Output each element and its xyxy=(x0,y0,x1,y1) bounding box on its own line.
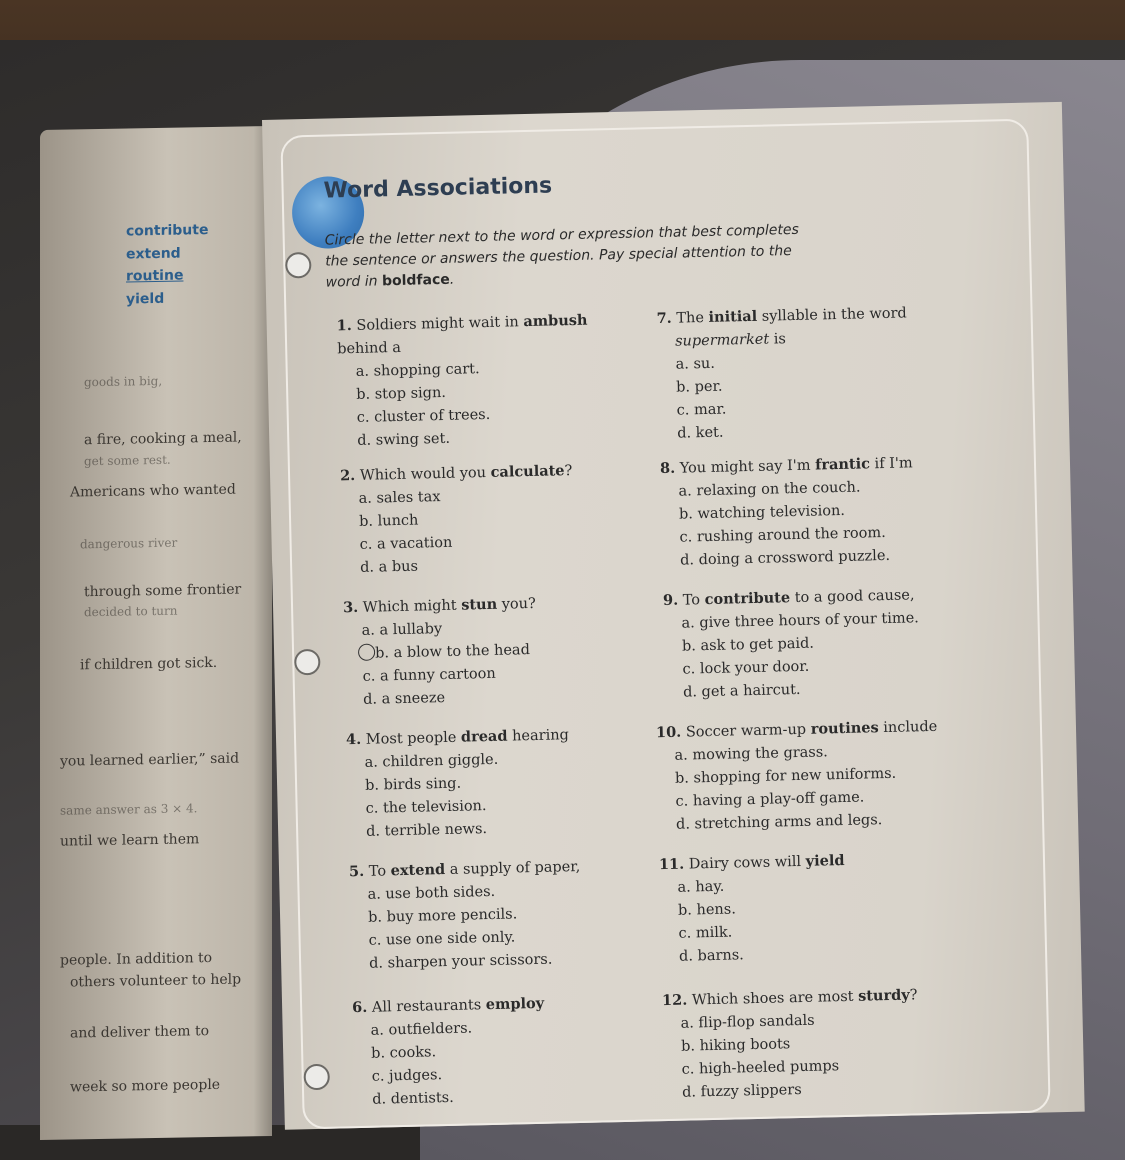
left-text-fragment: decided to turn xyxy=(84,603,178,620)
answer-option[interactable]: d. ket. xyxy=(677,424,724,442)
answer-option[interactable]: c. high-heeled pumps xyxy=(681,1058,840,1078)
pencil-circle-mark xyxy=(358,644,375,661)
question-2 xyxy=(340,458,623,580)
question-stem-word: supermarket is xyxy=(674,331,787,350)
answer-option[interactable]: b. stop sign. xyxy=(356,384,447,403)
question-stem: 9. To contribute to a good cause, xyxy=(662,587,915,610)
word-box-item: routine xyxy=(126,267,184,285)
answer-option[interactable]: c. a vacation xyxy=(359,534,453,553)
question-10 xyxy=(656,714,979,837)
left-text-fragment: Americans who wanted xyxy=(70,481,236,501)
left-text-fragment: you learned earlier,” said xyxy=(60,750,240,770)
left-text-fragment: dangerous river xyxy=(80,535,178,552)
left-text-fragment: through some frontier xyxy=(84,581,242,601)
answer-option[interactable]: b. shopping for new uniforms. xyxy=(674,765,897,787)
answer-option[interactable]: d. a bus xyxy=(360,558,419,576)
question-stem: 1. Soldiers might wait in ambush behind a xyxy=(336,311,588,358)
answer-option[interactable]: a. hay. xyxy=(677,878,725,896)
answer-option[interactable]: d. terrible news. xyxy=(365,821,488,840)
question-stem: 8. You might say I'm frantic if I'm xyxy=(659,455,913,478)
question-1 xyxy=(336,308,609,453)
question-7 xyxy=(656,300,959,446)
question-5 xyxy=(349,854,632,976)
instructions-bold: boldface xyxy=(381,271,450,290)
question-8 xyxy=(660,450,963,573)
answer-option[interactable]: d. stretching arms and legs. xyxy=(675,812,883,833)
question-stem: 2. Which would you calculate? xyxy=(339,462,573,485)
question-stem: 11. Dairy cows will yield xyxy=(658,851,845,874)
answer-option[interactable]: c. use one side only. xyxy=(368,929,516,949)
left-text-fragment: until we learn them xyxy=(60,831,200,850)
answer-option[interactable]: d. barns. xyxy=(678,947,745,965)
question-stem: 12. Which shoes are most sturdy? xyxy=(661,986,918,1010)
answer-option[interactable]: a. children giggle. xyxy=(364,751,499,771)
answer-option[interactable]: c. lock your door. xyxy=(682,658,810,678)
answer-option[interactable]: d. fuzzy slippers xyxy=(681,1082,802,1101)
question-3 xyxy=(343,590,626,712)
answer-option[interactable]: b. watching television. xyxy=(678,502,846,523)
answer-option[interactable]: a. shopping cart. xyxy=(355,361,480,380)
answer-option[interactable]: c. having a play-off game. xyxy=(675,789,865,810)
answer-option[interactable]: a. mowing the grass. xyxy=(674,744,829,764)
answer-option[interactable]: d. get a haircut. xyxy=(682,681,801,701)
answer-option[interactable]: b. birds sing. xyxy=(364,775,462,794)
word-box-item: contribute xyxy=(126,222,209,240)
answer-option[interactable]: c. judges. xyxy=(371,1067,443,1085)
left-text-fragment: if children got sick. xyxy=(80,654,218,674)
answer-option[interactable]: b. ask to get paid. xyxy=(681,635,815,655)
answer-option[interactable]: c. milk. xyxy=(678,924,733,942)
answer-option[interactable]: b. hiking boots xyxy=(680,1036,791,1055)
worksheet-page xyxy=(262,102,1085,1130)
answer-option[interactable]: d. sharpen your scissors. xyxy=(368,951,553,972)
instructions-end: . xyxy=(449,271,455,288)
left-text-fragment: and deliver them to xyxy=(70,1023,210,1042)
left-text-fragment: goods in big, xyxy=(84,373,163,390)
question-stem: 7. The initial syllable in the word xyxy=(656,305,907,328)
answer-option[interactable]: b. cooks. xyxy=(371,1044,437,1062)
question-9 xyxy=(663,582,966,705)
answer-option[interactable]: c. mar. xyxy=(676,401,727,419)
question-stem: 5. To extend a supply of paper, xyxy=(348,858,581,881)
word-box-item: extend xyxy=(126,245,181,263)
answer-option[interactable]: b. per. xyxy=(675,378,723,396)
answer-option[interactable]: a. a lullaby xyxy=(361,621,443,639)
left-text-fragment: others volunteer to help xyxy=(70,971,242,991)
answer-option[interactable]: a. sales tax xyxy=(358,489,441,507)
instructions xyxy=(325,219,826,293)
answer-option[interactable]: a. flip-flop sandals xyxy=(680,1012,815,1032)
left-text-fragment: week so more people xyxy=(70,1076,221,1096)
answer-option[interactable]: d. dentists. xyxy=(372,1089,454,1108)
question-12 xyxy=(662,982,965,1105)
question-stem: 10. Soccer warm-up routines include xyxy=(655,718,938,742)
left-text-fragment: people. In addition to xyxy=(60,950,213,969)
question-6 xyxy=(352,990,635,1112)
question-stem: 4. Most people dread hearing xyxy=(345,727,570,749)
answer-option[interactable]: c. the television. xyxy=(365,798,487,817)
left-page xyxy=(40,126,272,1140)
question-stem: 6. All restaurants employ xyxy=(351,994,545,1017)
page-title: Word Associations xyxy=(323,173,553,204)
answer-option[interactable]: a. relaxing on the couch. xyxy=(678,479,861,500)
instructions-text: Circle the letter next to the word or expression that best completes the sentence or answers the question. Pay special attention to the word in xyxy=(324,221,799,291)
word-box-item: yield xyxy=(126,290,165,308)
answer-option[interactable]: d. a sneeze xyxy=(362,689,446,708)
answer-option[interactable]: c. rushing around the room. xyxy=(679,524,886,546)
question-11 xyxy=(659,846,962,969)
left-text-fragment: a fire, cooking a meal, xyxy=(84,429,242,449)
answer-option[interactable]: a. give three hours of your time. xyxy=(681,610,919,632)
answer-option-selected[interactable]: b. a blow to the head xyxy=(344,637,624,666)
answer-option[interactable]: c. a funny cartoon xyxy=(362,665,496,685)
left-text-fragment: same answer as 3 × 4. xyxy=(60,801,198,818)
answer-option[interactable]: b. buy more pencils. xyxy=(367,906,518,926)
answer-option[interactable]: d. doing a crossword puzzle. xyxy=(679,547,891,569)
answer-option[interactable]: a. outfielders. xyxy=(370,1020,473,1039)
answer-option[interactable]: b. lunch xyxy=(358,512,419,530)
answer-option[interactable]: a. su. xyxy=(675,355,716,373)
question-4 xyxy=(346,722,629,844)
answer-option[interactable]: b. hens. xyxy=(677,901,737,919)
question-stem: 3. Which might stun you? xyxy=(342,595,536,617)
answer-option[interactable]: c. cluster of trees. xyxy=(356,406,491,426)
left-text-fragment: get some rest. xyxy=(84,452,171,469)
answer-option[interactable]: a. use both sides. xyxy=(367,883,496,903)
answer-option[interactable]: d. swing set. xyxy=(357,430,451,449)
